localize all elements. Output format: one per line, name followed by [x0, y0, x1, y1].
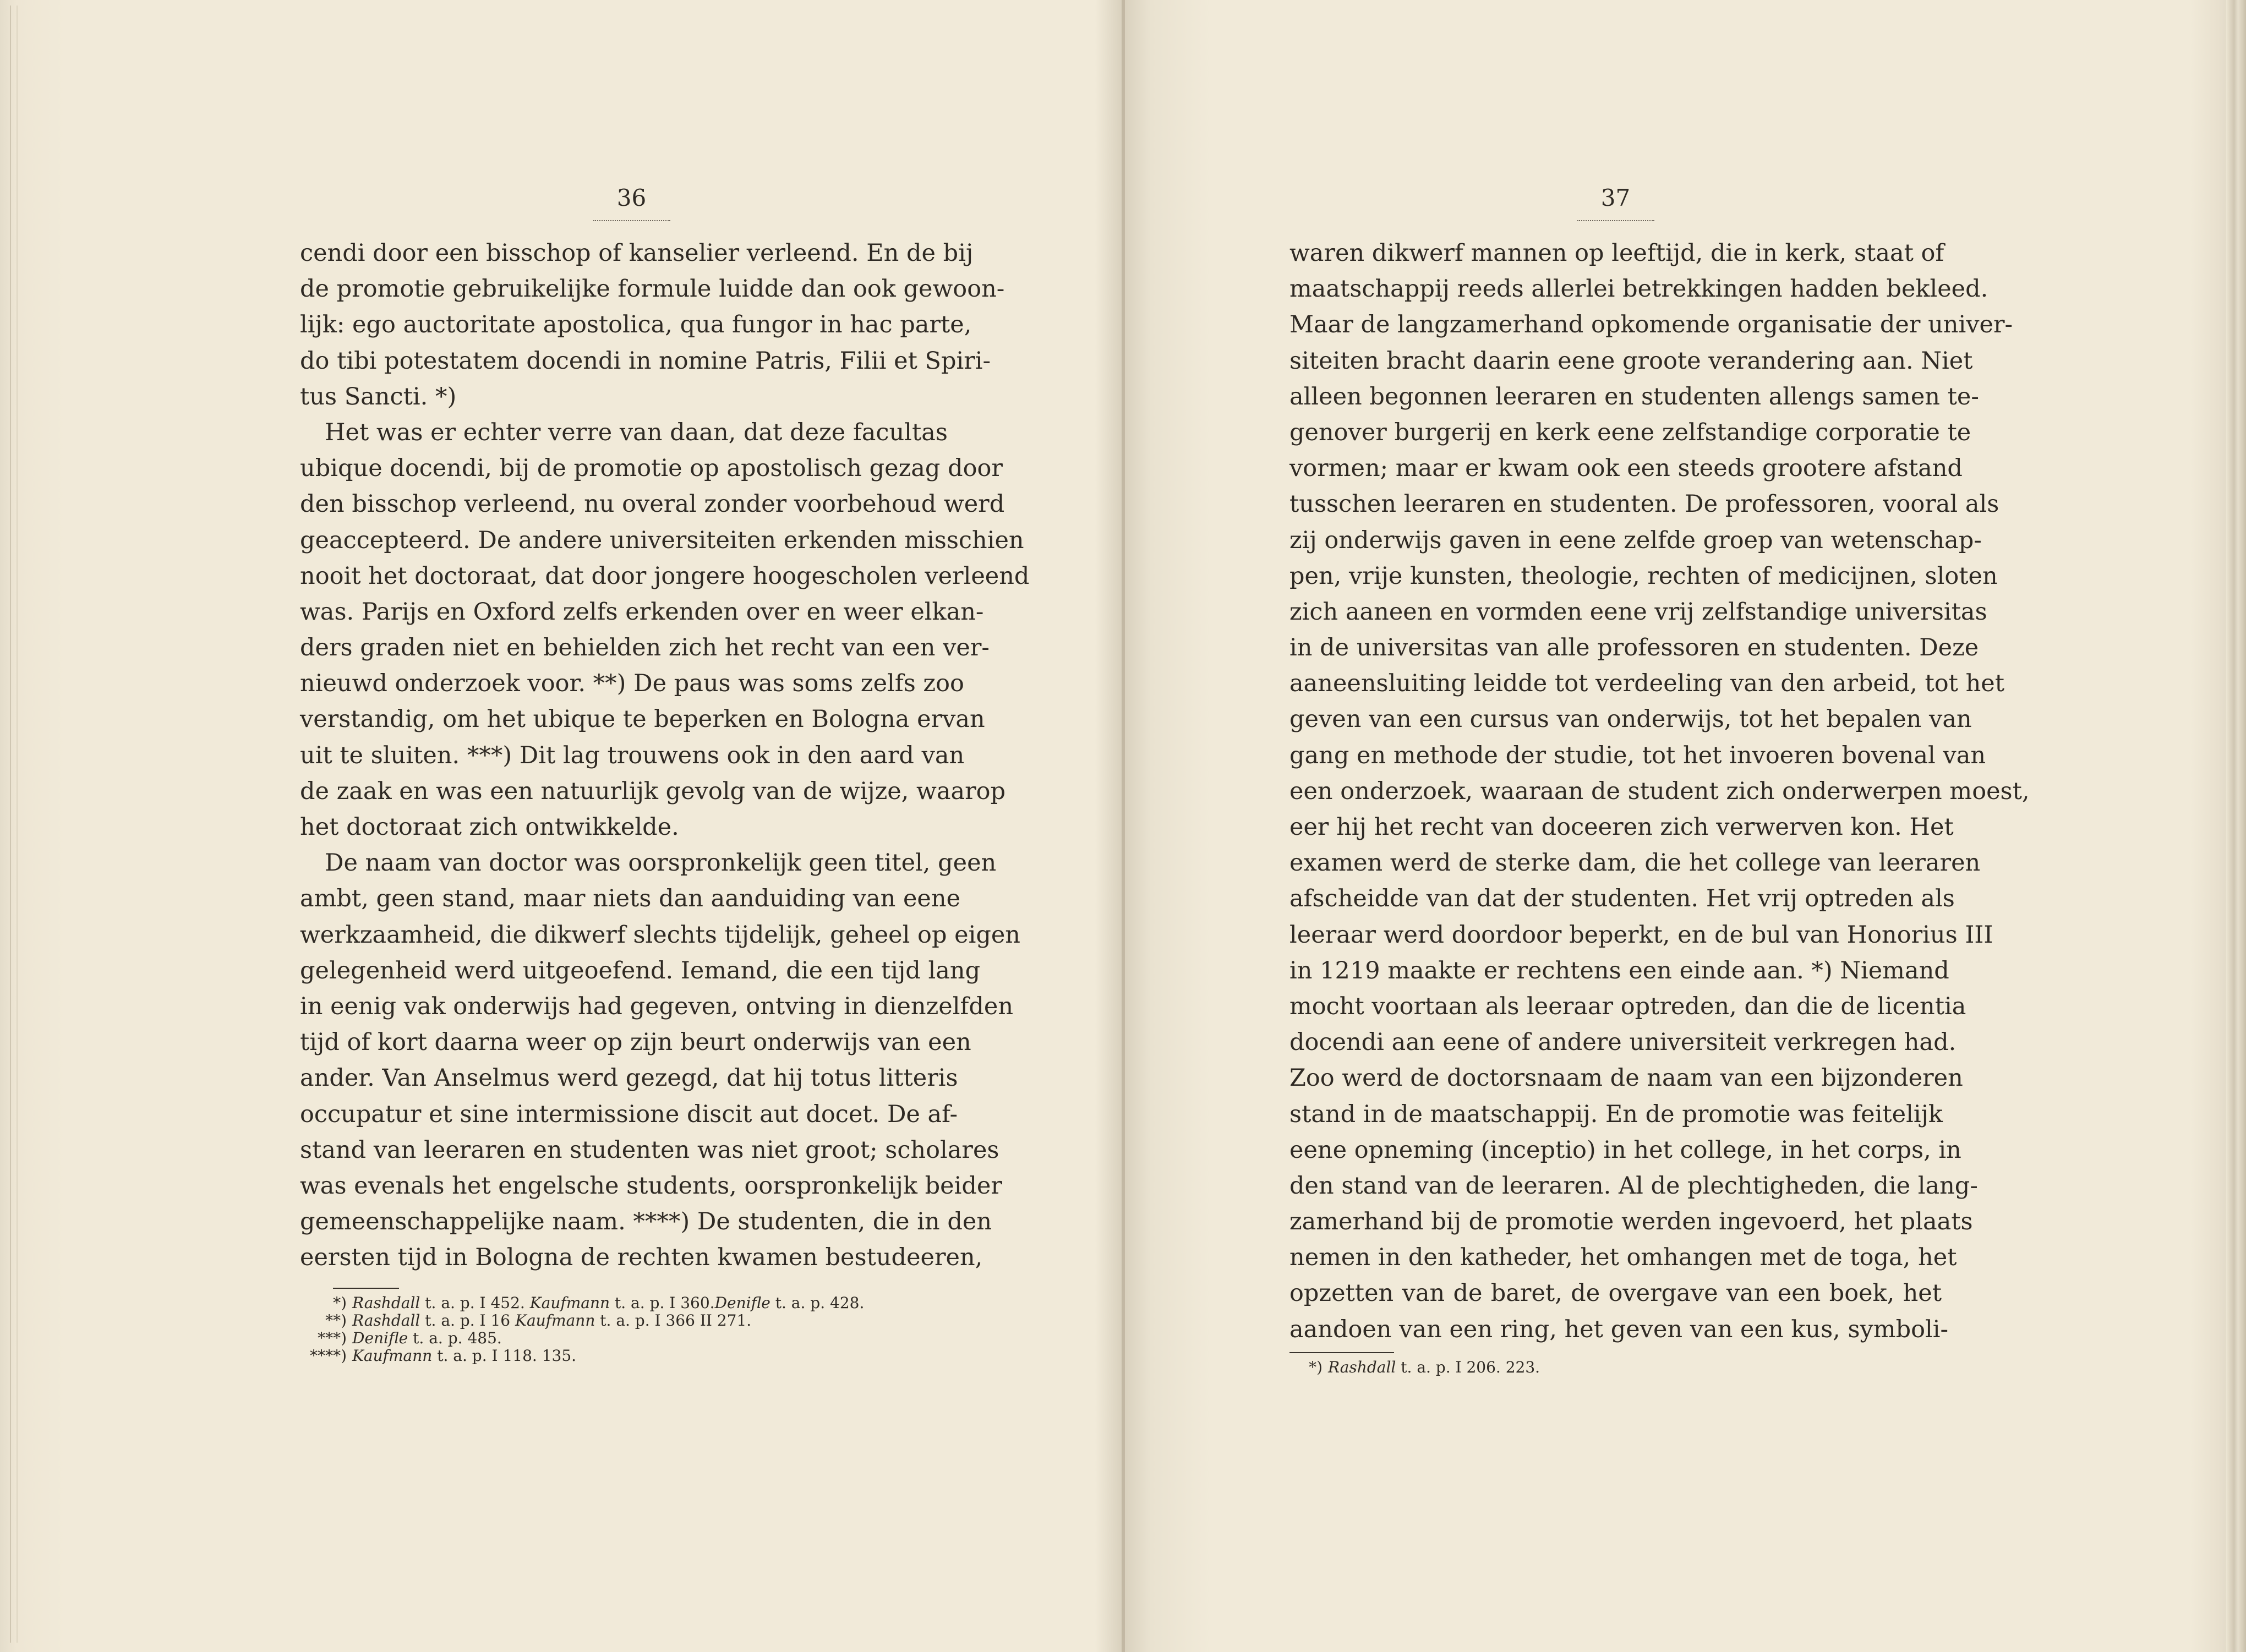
right-page-header [1289, 182, 1942, 221]
footnote-author: Rashdall [1328, 1358, 1396, 1376]
text-line: gemeenschappelijke naam. ****) De studenten, die in den [300, 1208, 992, 1236]
left-footnotes [300, 1294, 947, 1365]
page-number: 36 [616, 184, 647, 211]
text-line: zich aaneen en vormden eene vrij zelfstandige universitas [1289, 598, 1987, 626]
page-number-ornament [593, 218, 670, 221]
footnote-marker: ***) [318, 1329, 347, 1348]
footnote-author: Rashdall [352, 1294, 420, 1312]
footnote-marker: *) [333, 1294, 347, 1312]
footnote-text: t. a. p. 428. [770, 1294, 865, 1312]
text-line: geven van een cursus van onderwijs, tot het bepalen van [1289, 705, 1972, 734]
left-page [300, 182, 1030, 1365]
text-line: verstandig, om het ubique te beperken en Bologna ervan [300, 705, 985, 734]
right-footnotes [1289, 1359, 1942, 1376]
footnote-author: Rashdall [352, 1311, 420, 1330]
text-line: tijd of kort daarna weer op zijn beurt onderwijs van een [300, 1029, 971, 1057]
text-line: de zaak en was een natuurlijk gevolg van de wijze, waarop [300, 777, 1006, 805]
text-line: het doctoraat zich ontwikkelde. [300, 813, 679, 841]
text-line: aandoen van een ring, het geven van een kus, symboli- [1289, 1315, 1949, 1343]
left-page-edge [10, 6, 18, 1643]
text-line: gang en methode der studie, tot het invoeren bovenal van [1289, 741, 1986, 769]
text-line: nemen in den katheder, het omhangen met de toga, het [1289, 1244, 1957, 1272]
text-line: geaccepteerd. De andere universiteiten erkenden misschien [300, 526, 1024, 554]
text-line: examen werd de sterke dam, die het college van leeraren [1289, 849, 1981, 877]
text-line: nooit het doctoraat, dat door jongere hoogescholen verleend [300, 562, 1030, 590]
footnote [300, 1330, 947, 1347]
footnote-marker: ****) [310, 1347, 347, 1365]
text-line: stand in de maatschappij. En de promotie was feitelijk [1289, 1100, 1943, 1128]
text-line: tus Sancti. *) [300, 382, 457, 411]
text-line: De naam van doctor was oorspronkelijk geen titel, geen [325, 849, 997, 877]
text-line: waren dikwerf mannen op leeftijd, die in kerk, staat of [1289, 239, 1944, 267]
text-line: eene opneming (inceptio) in het college, in het corps, in [1289, 1136, 1961, 1164]
text-line: mocht voortaan als leeraar optreden, dan die de licentia [1289, 992, 1966, 1020]
text-line: leeraar werd doordoor beperkt, en de bul van Honorius III [1289, 921, 1993, 949]
text-line: Het was er echter verre van daan, dat deze facultas [325, 418, 948, 446]
text-line: stand van leeraren en studenten was niet groot; scholares [300, 1136, 999, 1164]
right-page-body [1289, 236, 2030, 1348]
footnote-author: Kaufmann [515, 1311, 595, 1330]
text-line: den stand van de leeraren. Al de plechtigheden, die lang- [1289, 1172, 1978, 1200]
book-gutter [1122, 0, 1125, 1652]
text-line: was evenals het engelsche students, oorspronkelijk beider [300, 1172, 1002, 1200]
text-line: afscheidde van dat der studenten. Het vrij optreden als [1289, 885, 1955, 913]
text-line: eer hij het recht van doceeren zich verwerven kon. Het [1289, 813, 1954, 841]
right-page-edge [2226, 0, 2246, 1652]
text-line: een onderzoek, waaraan de student zich onderwerpen moest, [1289, 777, 2030, 805]
footnote-author: Kaufmann [529, 1294, 610, 1312]
footnote-text: t. a. p. I 16 [420, 1311, 516, 1330]
footnote [300, 1347, 947, 1365]
text-line: werkzaamheid, die dikwerf slechts tijdelijk, geheel op eigen [300, 921, 1021, 949]
footnote-text: t. a. p. 485. [408, 1329, 502, 1348]
left-page-header [300, 182, 947, 221]
footnote-text: t. a. p. I 366 II 271. [595, 1311, 752, 1330]
text-line: ders graden niet en behielden zich het recht van een ver- [300, 634, 990, 662]
footnote-text: t. a. p. I 452. [420, 1294, 530, 1312]
text-line: zij onderwijs gaven in eene zelfde groep van wetenschap- [1289, 526, 1982, 554]
right-page [1289, 182, 2030, 1376]
text-line: siteiten bracht daarin eene groote verandering aan. Niet [1289, 347, 1973, 375]
text-line: maatschappij reeds allerlei betrekkingen hadden bekleed. [1289, 275, 1988, 303]
footnote-text: t. a. p. I 360. [610, 1294, 715, 1312]
text-line: ubique docendi, bij de promotie op apostolisch gezag door [300, 455, 1003, 483]
text-line: opzetten van de baret, de overgave van een boek, het [1289, 1279, 1942, 1308]
footnote-author: Denifle [352, 1329, 408, 1348]
text-line: alleen begonnen leeraren en studenten allengs samen te- [1289, 382, 1979, 411]
footnote-rule [1289, 1352, 1394, 1353]
text-line: docendi aan eene of andere universiteit verkregen had. [1289, 1029, 1957, 1057]
text-line: cendi door een bisschop of kanselier verleend. En de bij [300, 239, 974, 267]
footnote-text: t. a. p. I 118. 135. [432, 1347, 577, 1365]
text-line: Maar de langzamerhand opkomende organisatie der univer- [1289, 311, 2013, 339]
text-line: Zoo werd de doctorsnaam de naam van een bijzonderen [1289, 1064, 1963, 1092]
text-line: do tibi potestatem docendi in nomine Patris, Filii et Spiri- [300, 347, 991, 375]
text-line: in de universitas van alle professoren en studenten. Deze [1289, 634, 1979, 662]
footnote-marker: **) [325, 1311, 347, 1330]
footnote-text: t. a. p. I 206. 223. [1396, 1358, 1540, 1376]
footnote [300, 1294, 947, 1312]
text-line: in 1219 maakte er rechtens een einde aan. *) Niemand [1289, 956, 1949, 984]
text-line: eersten tijd in Bologna de rechten kwamen bestudeeren, [300, 1244, 983, 1272]
footnote-rule [333, 1288, 399, 1289]
text-line: de promotie gebruikelijke formule luidde dan ook gewoon- [300, 275, 1005, 303]
footnote-author: Kaufmann [352, 1347, 433, 1365]
text-line: was. Parijs en Oxford zelfs erkenden over en weer elkan- [300, 598, 984, 626]
text-line: genover burgerij en kerk eene zelfstandige corporatie te [1289, 418, 1971, 446]
text-line: pen, vrije kunsten, theologie, rechten of medicijnen, sloten [1289, 562, 1998, 590]
text-line: zamerhand bij de promotie werden ingevoerd, het plaats [1289, 1208, 1973, 1236]
text-line: vormen; maar er kwam ook een steeds grootere afstand [1289, 455, 1963, 483]
footnote-author: Denifle [714, 1294, 770, 1312]
text-line: gelegenheid werd uitgeoefend. Iemand, die een tijd lang [300, 956, 981, 984]
text-line: ambt, geen stand, maar niets dan aanduiding van eene [300, 885, 961, 913]
footnote [1289, 1359, 1942, 1376]
text-line: in eenig vak onderwijs had gegeven, ontving in dienzelfden [300, 992, 1014, 1020]
text-line: nieuwd onderzoek voor. **) De paus was soms zelfs zoo [300, 670, 964, 698]
left-page-body [300, 236, 1030, 1276]
footnote [300, 1312, 947, 1330]
text-line: ander. Van Anselmus werd gezegd, dat hij totus litteris [300, 1064, 958, 1092]
text-line: den bisschop verleend, nu overal zonder voorbehoud werd [300, 490, 1005, 518]
text-line: lijk: ego auctoritate apostolica, qua fungor in hac parte, [300, 311, 972, 339]
page-number-ornament [1577, 218, 1654, 221]
text-line: occupatur et sine intermissione discit aut docet. De af- [300, 1100, 958, 1128]
footnote-marker: *) [1309, 1358, 1323, 1376]
text-line: aaneensluiting leidde tot verdeeling van den arbeid, tot het [1289, 670, 2005, 698]
page-number: 37 [1600, 184, 1631, 211]
text-line: tusschen leeraren en studenten. De professoren, vooral als [1289, 490, 1999, 518]
text-line: uit te sluiten. ***) Dit lag trouwens ook in den aard van [300, 741, 965, 769]
